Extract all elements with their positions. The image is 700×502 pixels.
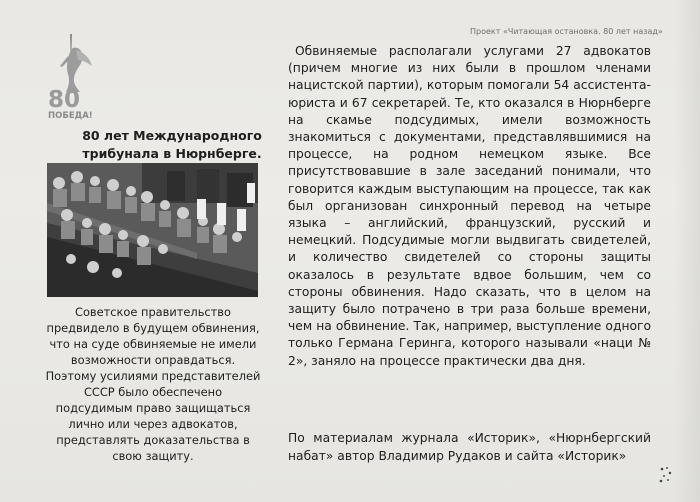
main-column-text [288, 43, 651, 370]
left-title: 80 лет Международного трибунала в Нюрнберге. [82, 128, 262, 161]
sticker-residue-icon [658, 465, 674, 485]
motherland-statue-icon [46, 30, 106, 122]
logo-caption: ПОБЕДА! [48, 111, 93, 121]
logo-number: 80 [48, 87, 81, 113]
victory-80-logo [46, 30, 106, 122]
paper-edge-shadow [674, 0, 700, 502]
sources-note: По материалам журнала «Историк», «Нюрнбергский набат» автор Владимир Рудаков и сайта «Историк» [288, 431, 651, 463]
project-label: Проект «Читающая остановка. 80 лет назад» [470, 27, 663, 36]
left-column-text: Советское правительство предвидело в будущем обвинения, что на суде обвиняемые не имели возможности оправдаться. Поэтому усилиями представителей СССР было обеспечено подсудимым право защищаться лично или через адвокатов, представлять доказательства в свою защиту. [45, 305, 261, 463]
nuremberg-trial-photo [47, 163, 258, 297]
main-paragraph: Обвиняемые располагали услугами 27 адвокатов (причем многие из них были в прошлом членами нацистской партии), которым помогали 54 ассистента-юриста и 67 секретарей. Те, кто оказался в Нюрнберге на скамье подсудимых, имели возможность знакомиться с документами, представлявшимися на процессе, на родном немецком языке. Все присутствовавшие в зале заседаний понимали, что говорится каждым выступающим на процессе, так как был организован синхронный перевод на четыре языка – английский, французский, русский и немецкий. Подсудимые могли выдвигать свидетелей, и количество свидетелей со стороны защиты оказалось в результате вдвое большим, чем со стороны обвинения. Надо сказать, что в целом на защиту было потрачено в три раза больше времени, чем на обвинение. Так, например, выступление одного только Германа Геринга, которого называли «наци № 2», заняло на процессе практически два дня. [288, 44, 651, 368]
